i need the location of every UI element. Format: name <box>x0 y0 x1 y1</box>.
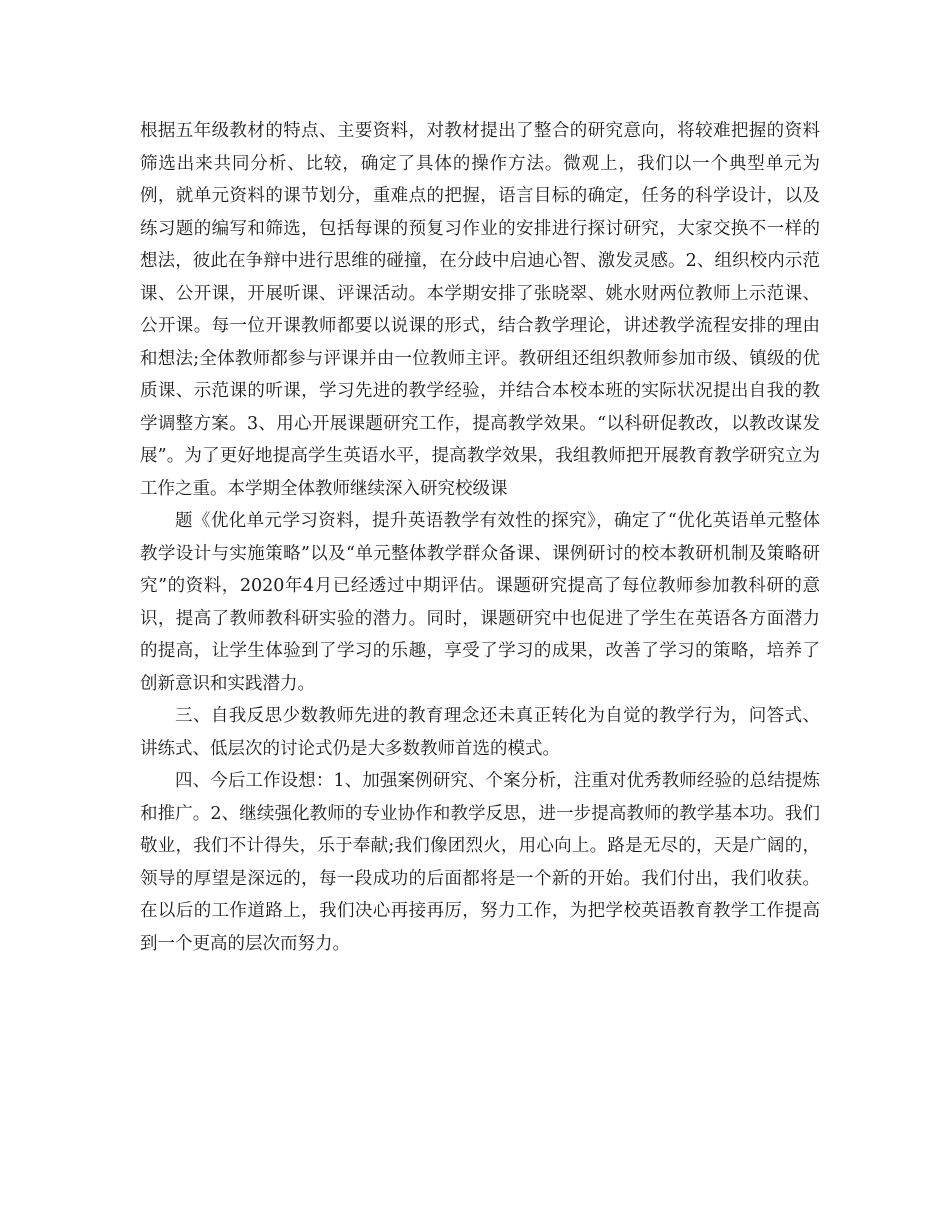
document-body <box>140 115 820 960</box>
paragraph-3: 三、自我反思少数教师先进的教育理念还未真正转化为自觉的教学行为，问答式、讲练式、低层次的讨论式仍是大多数教师首选的模式。 <box>140 706 820 759</box>
paragraph-4: 四、今后工作设想：1、加强案例研究、个案分析，注重对优秀教师经验的总结提炼和推广。2、继续强化教师的专业协作和教学反思，进一步提高教师的教学基本功。我们敬业，我们不计得失，乐于奉献;我们像团烈火，用心向上。路是无尽的，天是广阔的，领导的厚望是深远的，每一段成功的后面都将是一个新的开始。我们付出，我们收获。在以后的工作道路上，我们决心再接再厉，努力工作，为把学校英语教育教学工作提高到一个更高的层次而努力。 <box>140 771 820 954</box>
paragraph-1: 根据五年级教材的特点、主要资料，对教材提出了整合的研究意向，将较难把握的资料筛选出来共同分析、比较，确定了具体的操作方法。微观上，我们以一个典型单元为例，就单元资料的课节划分，重难点的把握，语言目标的确定，任务的科学设计，以及练习题的编写和筛选，包括每课的预复习作业的安排进行探讨研究，大家交换不一样的想法，彼此在争辩中进行思维的碰撞，在分歧中启迪心智、激发灵感。2、组织校内示范课、公开课，开展听课、评课活动。本学期安排了张晓翠、姚水财两位教师上示范课、公开课。每一位开课教师都要以说课的形式，结合教学理论，讲述教学流程安排的理由和想法;全体教师都参与评课并由一位教师主评。教研组还组织教师参加市级、镇级的优质课、示范课的听课，学习先进的教学经验，并结合本校本班的实际状况提出自我的教学调整方案。3、用心开展课题研究工作，提高教学效果。“以科研促教改，以教改谋发展”。为了更好地提高学生英语水平，提高教学效果，我组教师把开展教育教学研究立为工作之重。本学期全体教师继续深入研究校级课 <box>140 121 820 499</box>
paragraph-2: 题《优化单元学习资料，提升英语教学有效性的探究》，确定了“优化英语单元整体教学设计与实施策略”以及“单元整体教学群众备课、课例研讨的校本教研机制及策略研究”的资料，2020年4月已经透过中期评估。课题研究提高了每位教师参加教科研的意识，提高了教师教科研实验的潜力。同时，课题研究中也促进了学生在英语各方面潜力的提高，让学生体验到了学习的乐趣，享受了学习的成果，改善了学习的策略，培养了创新意识和实践潜力。 <box>140 511 820 694</box>
